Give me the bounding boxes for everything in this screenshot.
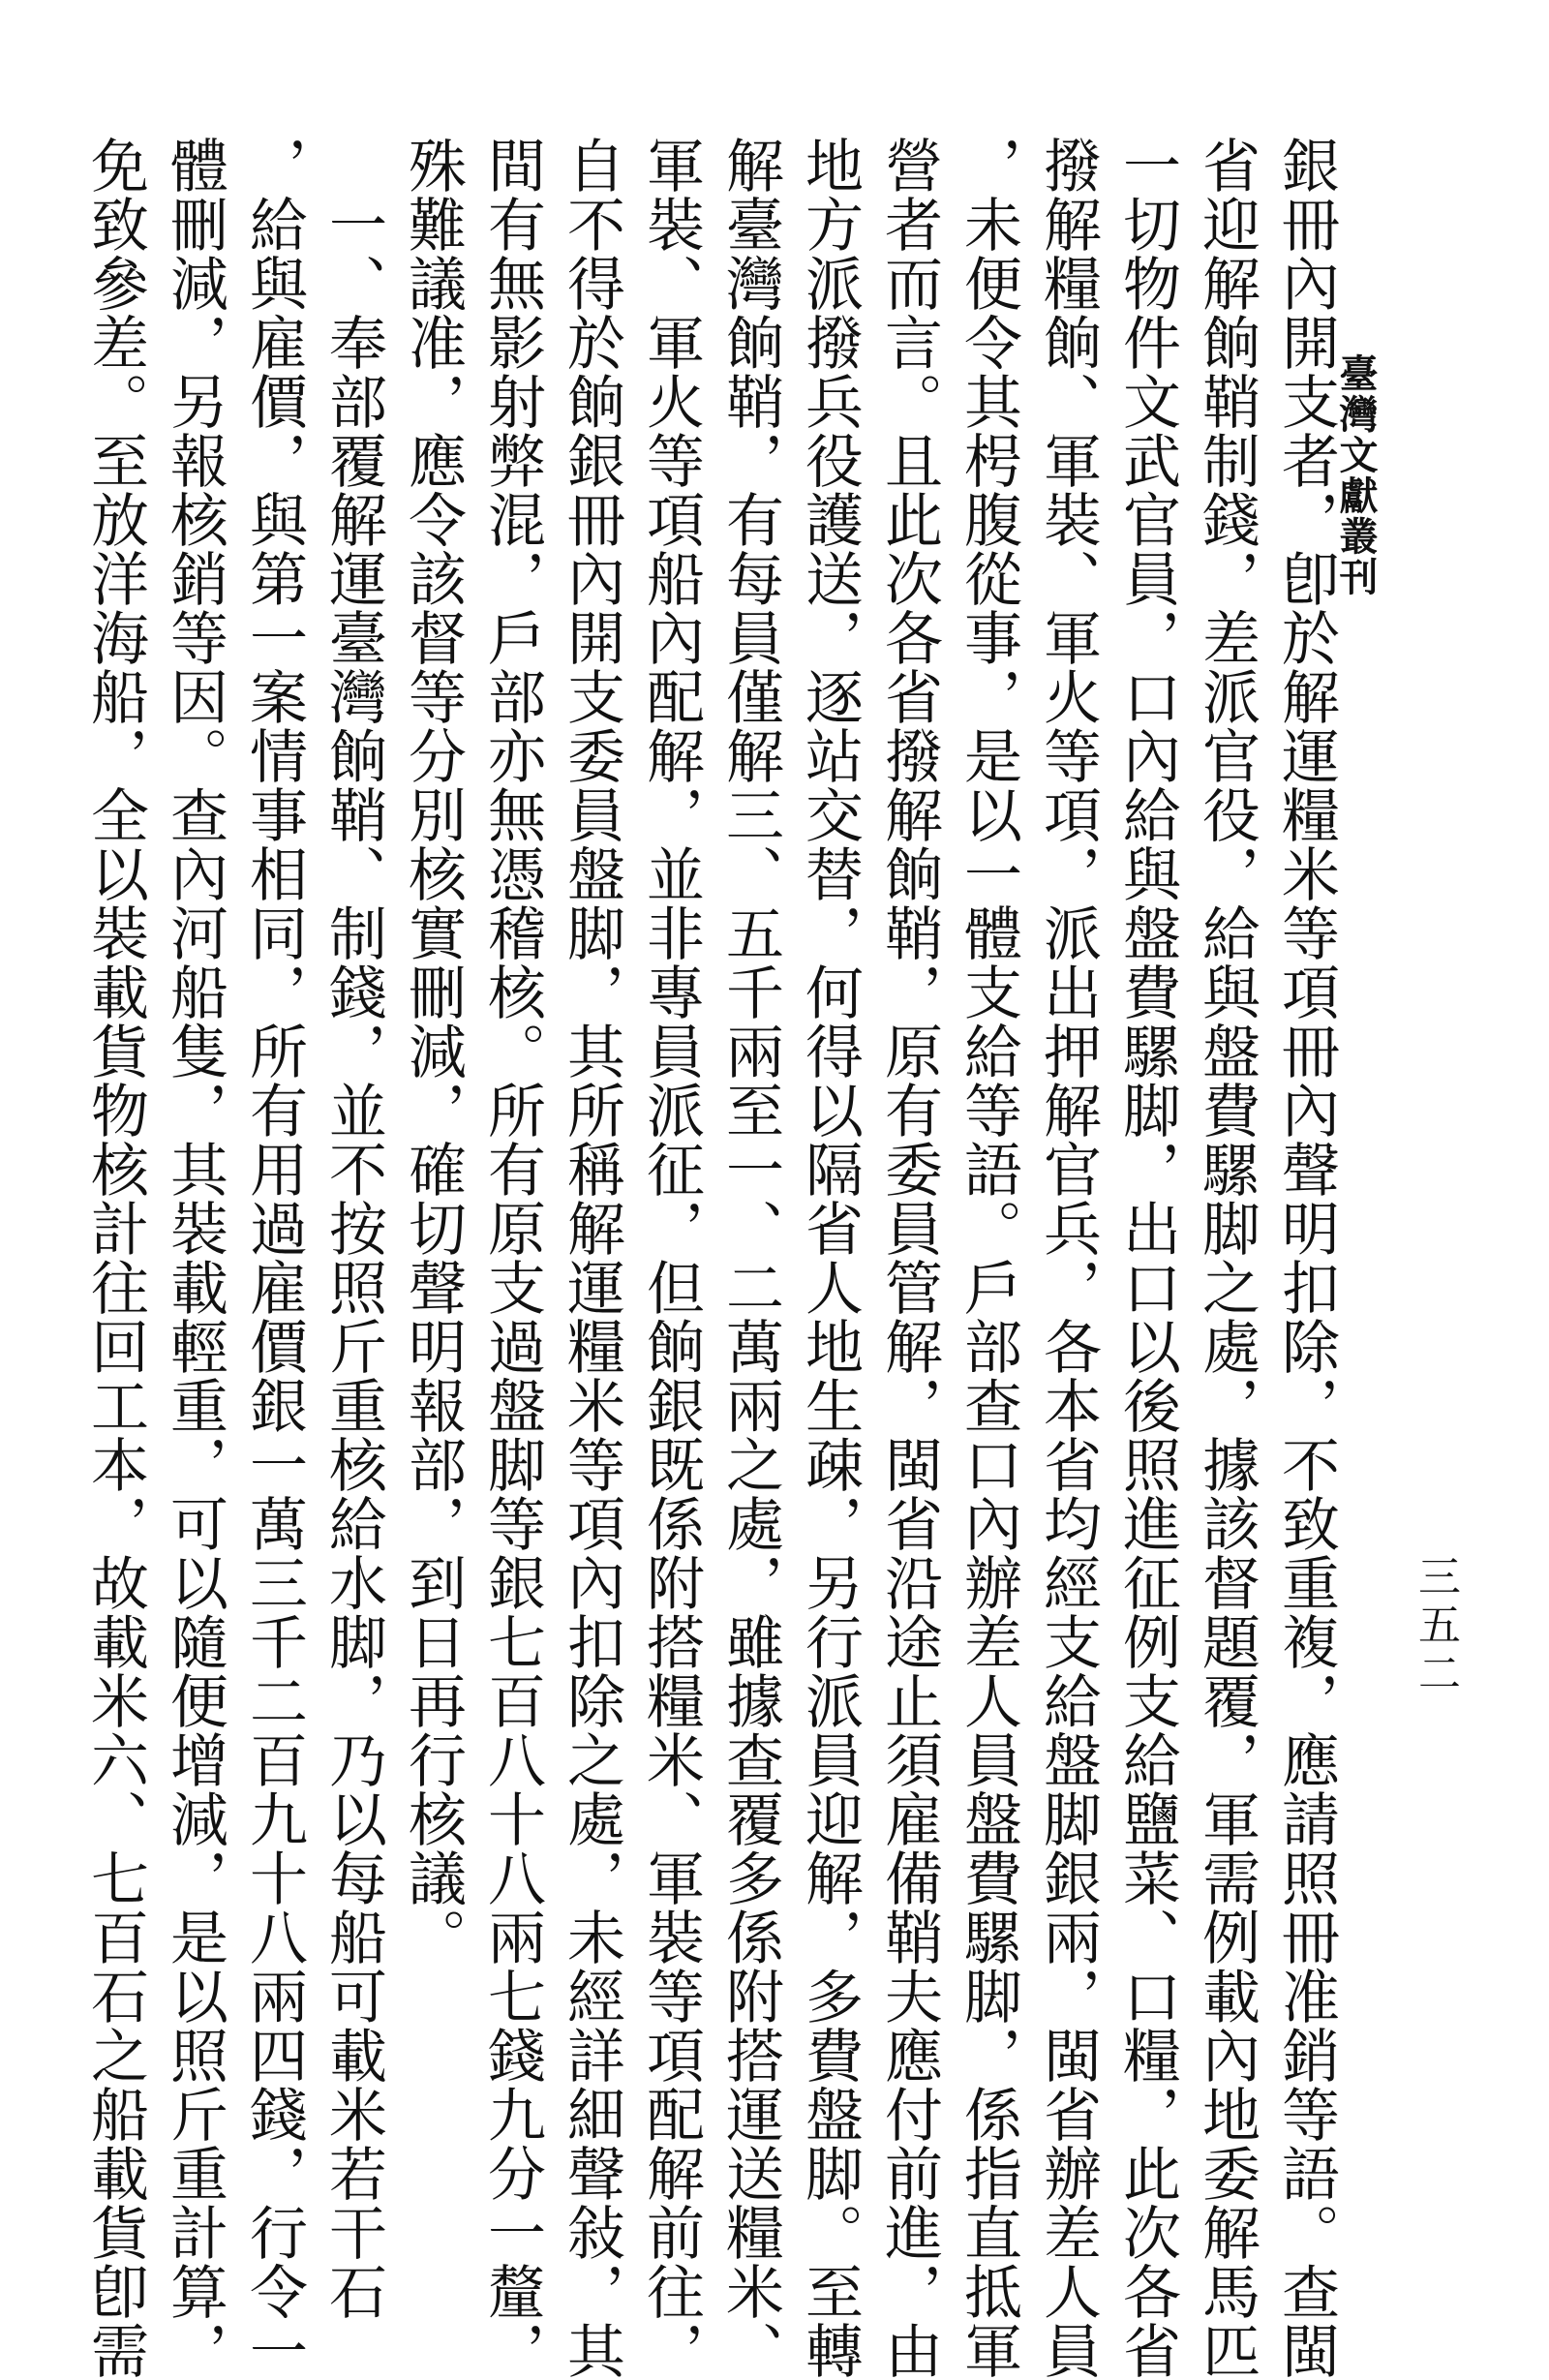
text-column: 軍裝、軍火等項船內配解，並非專員派征，但餉銀既係附搭糧米、軍裝等項配解前往， <box>637 136 705 2380</box>
text-column: 自不得於餉銀冊內開支委員盤脚，其所稱解運糧米等項內扣除之處，未經詳細聲敍，其 <box>558 136 625 2380</box>
text-column: 銀冊內開支者，卽於解運糧米等項冊內聲明扣除，不致重複，應請照冊准銷等語。查閩 <box>1272 136 1340 2380</box>
page-number: 三五二 <box>1411 1554 1460 1699</box>
text-column: ，給與雇價，與第一案情事相同，所有用過雇價銀一萬三千二百九十八兩四錢，行令一 <box>240 136 308 2380</box>
text-column: 殊難議准，應令該督等分別核實刪減，確切聲明報部，到日再行核議。 <box>399 136 467 1967</box>
text-column: 省迎解餉鞘制錢，差派官役，給與盤費騾脚之處，據該督題覆，軍需例載內地委解馬匹 <box>1193 136 1260 2380</box>
body-text <box>81 136 1346 2380</box>
text-column: 一、奉部覆解運臺灣餉鞘、制錢，並不按照斤重核給水脚，乃以每船可載米若干石 <box>319 136 387 2321</box>
text-column: 地方派撥兵役護送，逐站交替，何得以隔省人地生疎，另行派員迎解，多費盤脚。至轉 <box>796 136 864 2380</box>
text-column: 解臺灣餉鞘，有每員僅解三、五千兩至一、二萬兩之處，雖據查覆多係附搭運送糧米、 <box>716 136 784 2380</box>
running-title: 臺灣文獻叢刊 <box>1333 353 1379 597</box>
text-column: 免致參差。至放洋海船，全以裝載貨物核計往回工本，故載米六、七百石之船載貨卽需 <box>81 136 149 2380</box>
text-column: 體刪減，另報核銷等因。查內河船隻，其裝載輕重，可以隨便增減，是以照斤重計算， <box>161 136 228 2380</box>
text-column: ，未便令其枵腹從事，是以一體支給等語。戶部查口內辦差人員盤費騾脚，係指直抵軍 <box>955 136 1022 2380</box>
text-column: 間有無影射弊混，戶部亦無憑稽核。所有原支過盤脚等銀七百八十八兩七錢九分一釐， <box>478 136 546 2380</box>
text-column: 撥解糧餉、軍裝、軍火等項，派出押解官兵，各本省均經支給盤脚銀兩，閩省辦差人員 <box>1034 136 1102 2380</box>
text-column: 一切物件文武官員，口內給與盤費騾脚，出口以後照進征例支給鹽菜、口糧，此次各省 <box>1113 136 1181 2380</box>
text-column: 營者而言。且此次各省撥解餉鞘，原有委員管解，閩省沿途止須雇備鞘夫應付前進，由 <box>875 136 943 2380</box>
